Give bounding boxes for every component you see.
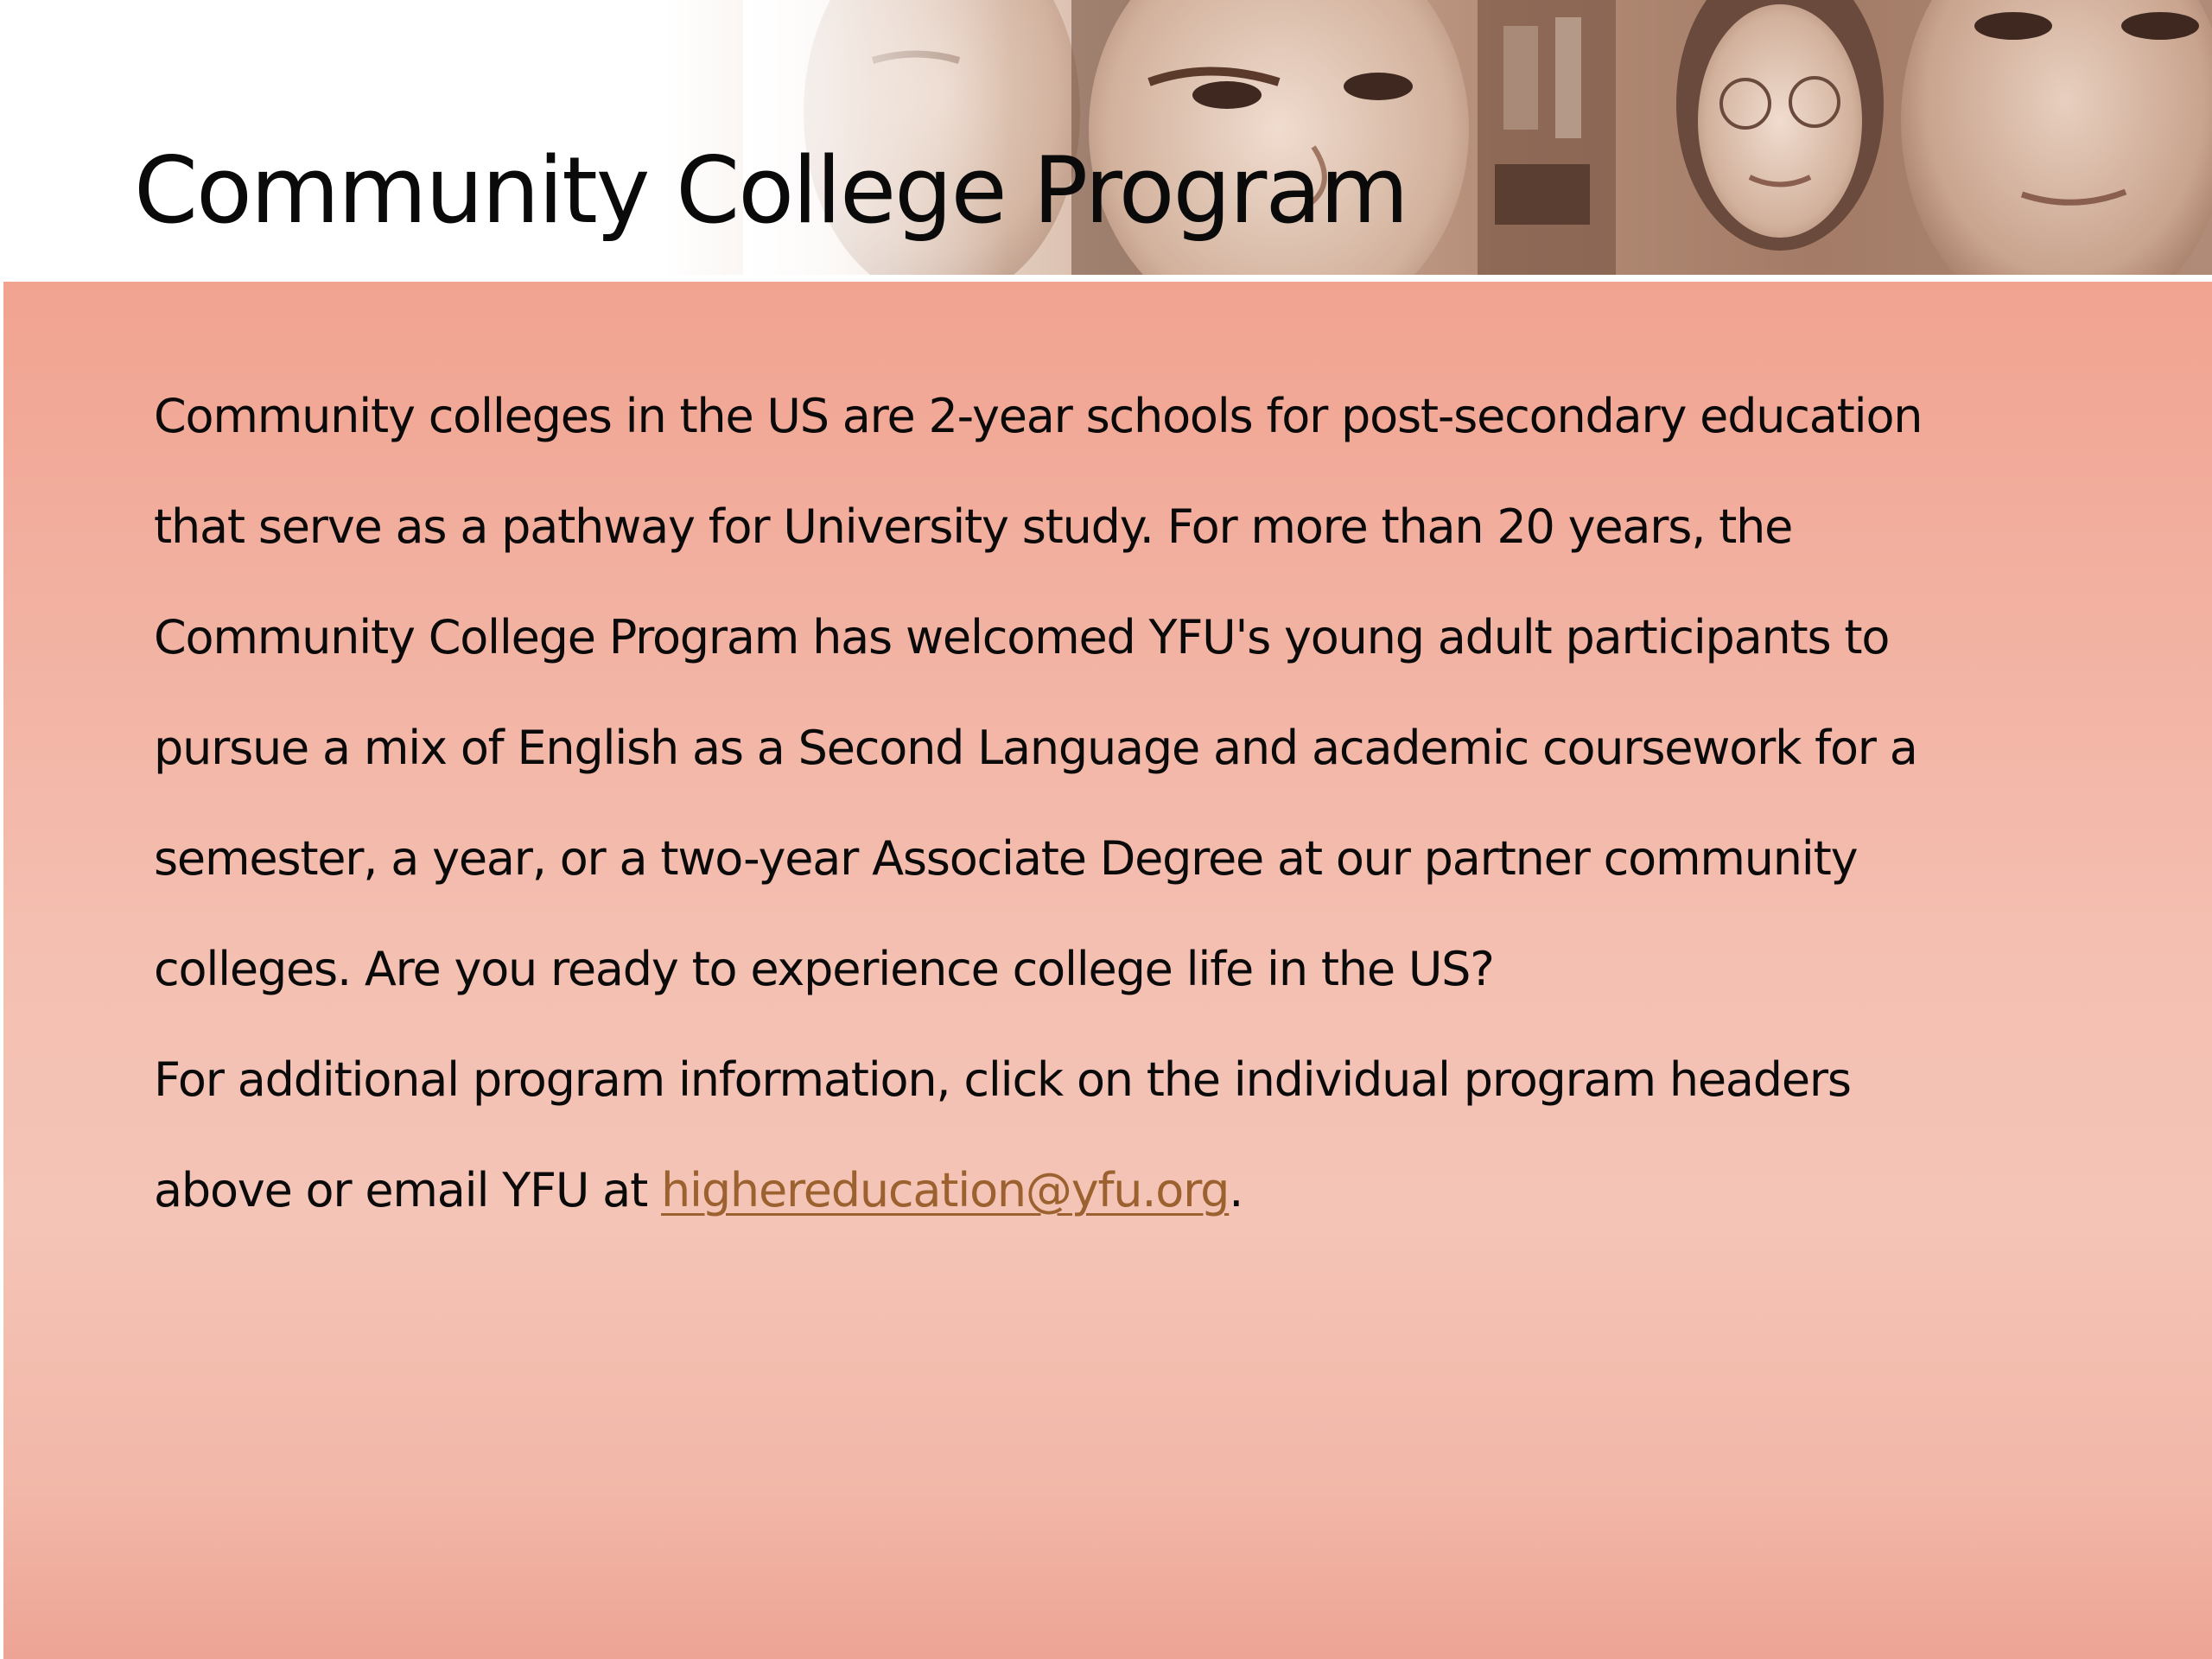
panel-left-edge: [0, 282, 3, 1659]
paragraph-line: colleges. Are you ready to experience college life in the US?: [154, 942, 1494, 996]
program-description: [154, 361, 2158, 1246]
contact-line: [154, 1135, 2158, 1246]
page-title: Community College Program: [134, 137, 1408, 244]
header-divider: [0, 275, 2212, 282]
paragraph-line: Community colleges in the US are 2-year schools for post-secondary education: [154, 389, 1923, 443]
contact-suffix: .: [1229, 1163, 1243, 1217]
paragraph-line: semester, a year, or a two-year Associate Degree at our partner community: [154, 831, 1858, 886]
paragraph-line: For additional program information, click on the individual program headers: [154, 1052, 1851, 1107]
header-band: [0, 0, 2212, 275]
paragraph-line: pursue a mix of English as a Second Language and academic coursework for a: [154, 721, 1917, 775]
paragraph-line: Community College Program has welcomed YFU's young adult participants to: [154, 610, 1890, 664]
contact-prefix: above or email YFU at: [154, 1163, 662, 1217]
email-link[interactable]: highereducation@yfu.org: [661, 1163, 1230, 1217]
paragraph-line: that serve as a pathway for University study. For more than 20 years, the: [154, 499, 1793, 554]
